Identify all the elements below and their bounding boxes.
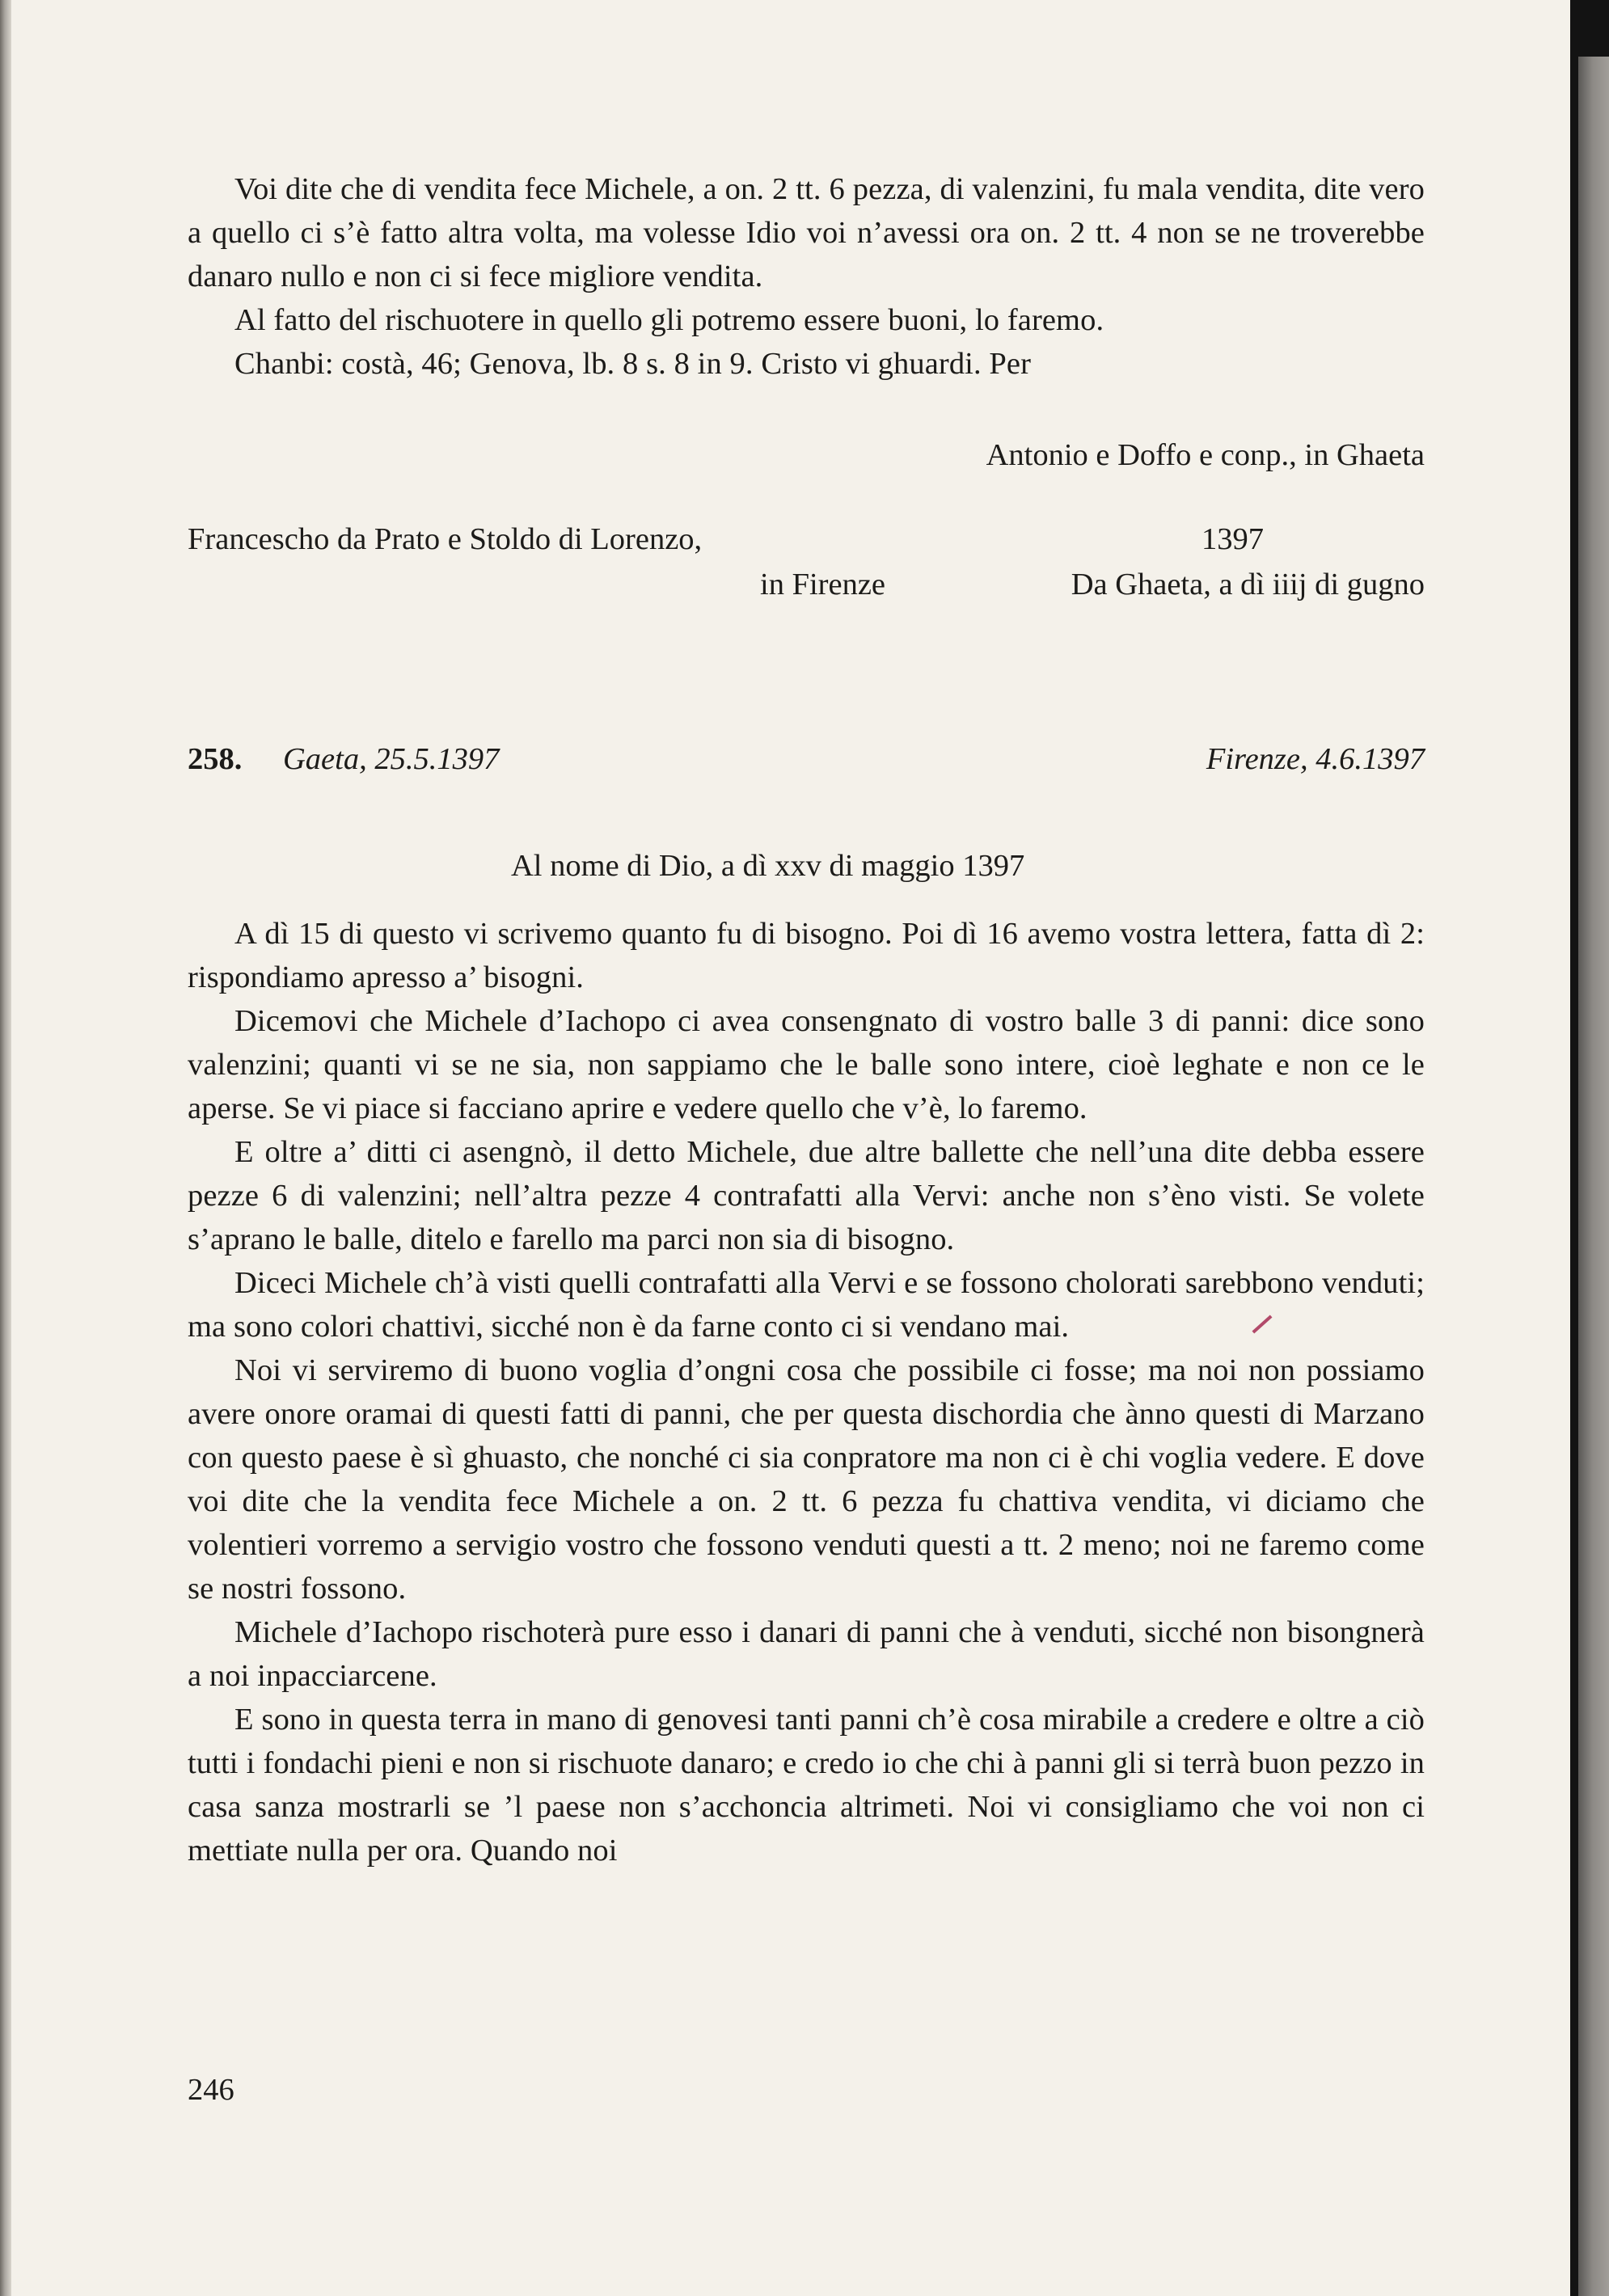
paragraph: A dì 15 di questo vi scrivemo quanto fu di bisogno. Poi dì 16 avemo vostra lettera, fatta dì 2: rispondiamo apresso a’ bisogni. xyxy=(188,917,1425,994)
letter-year: 1397 xyxy=(1201,522,1264,556)
book-page-edge-right xyxy=(1578,57,1609,2296)
paragraph: Noi vi serviremo di buono voglia d’ongni cosa che possibile ci fosse; ma noi non possiamo avere onore oramai di questi fatti di panni, che per questa dischordia che ànno questi di Marzano con questo paese è sì ghuasto, che nonché ci sia conpratore ma non ci è chi voglia vedere. E dove voi dite che la vendita fece Michele a on. 2 tt. 6 pezza fu chattiva vendita, vi diciamo che volentieri vorremo a servigio vostro che fossono venduti questi a tt. 2 meno; noi ne faremo come se nostri fossono. xyxy=(188,1353,1425,1606)
recipient-city: in Firenze xyxy=(760,568,886,601)
recipient-line: Franceschо da Prato e Stoldo di Lorenzo, xyxy=(188,522,703,556)
paragraph: E sono in questa terra in mano di genovesi tanti panni ch’è cosa mirabile a credere e oltre a ciò tutti i fondachi pieni e non si rischuote danaro; e credo io che chi à panni gli si terrà buon pezzo in casa sanza mostrarli se ’l paese non s’acchoncia altrimeti. Noi vi consigliamo che voi non ci mettiate nulla per ora. Quando noi xyxy=(188,1703,1425,1868)
letter-salutation: Al nome di Dio, a dì xxv di maggio 1397 xyxy=(511,849,1025,883)
origin-date-line: Da Ghaeta, a dì iiij di gugno xyxy=(1071,568,1425,601)
letter-signature: Antonio e Doffo e conp., in Ghaeta xyxy=(986,438,1425,472)
letter-number: 258. xyxy=(188,742,243,776)
paragraph: Voi dite che di vendita fece Michele, a on. 2 tt. 6 pezza, di valenzini, fu mala vendita, dite vero a quello ci s’è fatto altra volta, ma volesse Idio voi n’avessi ora on. 2 tt. 4 non se ne troverebbe danaro nullo e non ci si fece migliore vendita. xyxy=(188,172,1425,293)
paragraph: Michele d’Iachopo rischoterà pure esso i danari di panni che à venduti, sicché non bisongnerà a noi inpacciarcene. xyxy=(188,1615,1425,1693)
letter-257-text xyxy=(188,167,1425,386)
paragraph: Chanbi: costà, 46; Genova, lb. 8 s. 8 in 9. Cristo vi ghuardi. Per xyxy=(234,347,1032,381)
page-number: 246 xyxy=(188,2073,234,2107)
letter-destination: Firenze, 4.6.1397 xyxy=(1206,742,1425,776)
book-binding-edge-left xyxy=(0,0,11,2296)
paragraph: Dicemovi che Michele d’Iachopo ci avea consengnato di vostro balle 3 di panni: dice sono valenzini; quanti vi se ne sia, non sappiamo che le balle sono intere, cioè leghate e non ce le aperse. Se vi piace si facciano aprire e vedere quello che v’è, lo faremo. xyxy=(188,1004,1425,1125)
letter-258-body xyxy=(188,912,1425,1872)
paragraph: Diceci Michele ch’à visti quelli contrafatti alla Vervi e se fossono cholorati sarebbono venduti; ma sono colori chattivi, sicché non è da farne conto ci si vendano mai. xyxy=(188,1266,1425,1344)
paragraph: E oltre a’ ditti ci asengnò, il detto Michele, due altre ballette che nell’una dite debba essere pezze 6 di valenzini; nell’altra pezze 4 contrafatti alla Vervi: anche non s’èno visti. Se volete s’aprano le balle, ditelo e farello ma parci non sia di bisogno. xyxy=(188,1135,1425,1256)
letter-origin: Gaeta, 25.5.1397 xyxy=(283,742,500,776)
paragraph: Al fatto del rischuotere in quello gli potremo essere buoni, lo faremo. xyxy=(234,303,1104,337)
